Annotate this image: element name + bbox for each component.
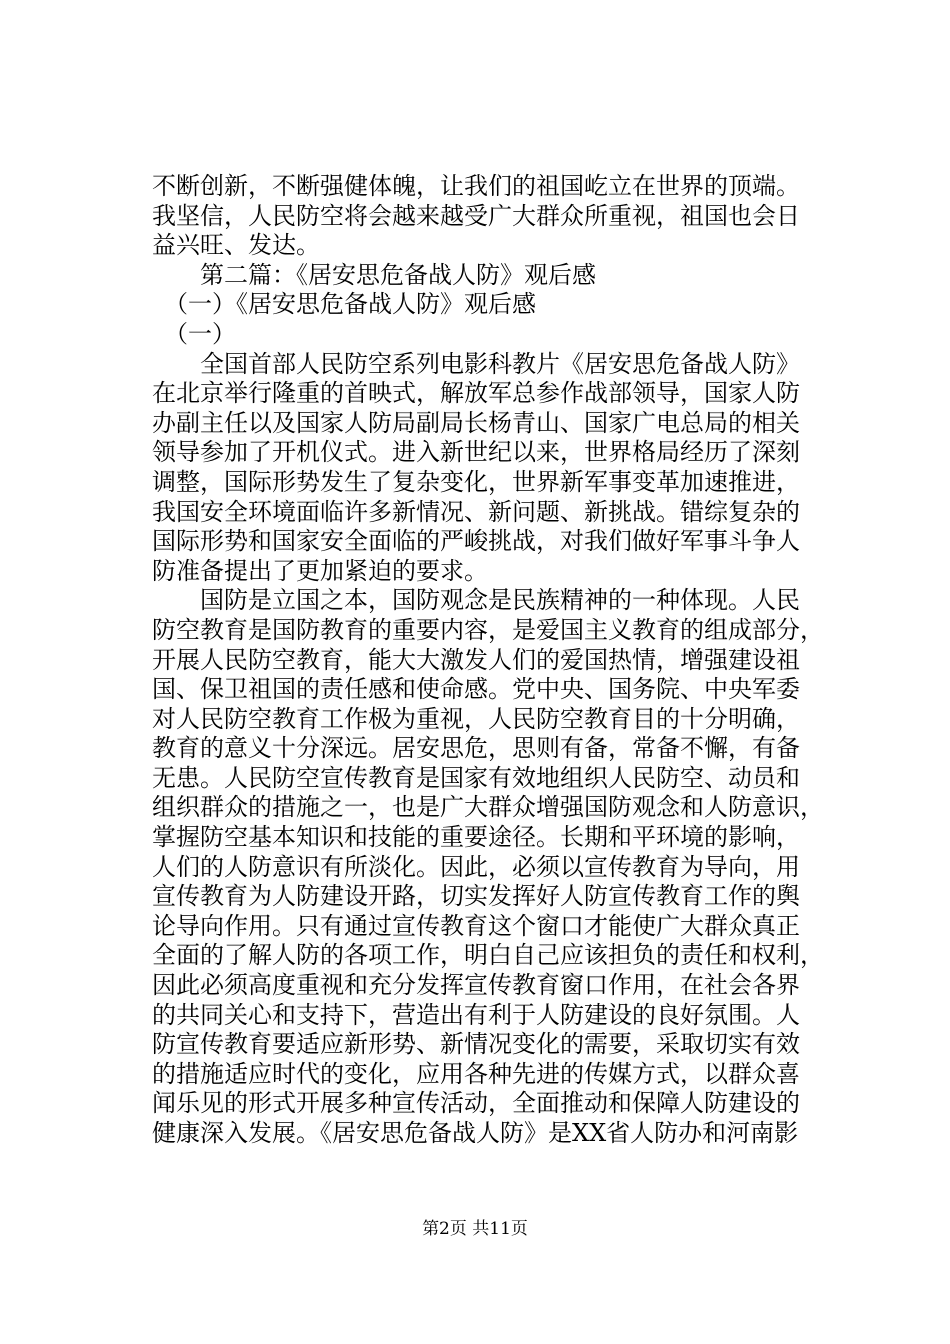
text-line: 我国安全环境面临许多新情况、新问题、新挑战。错综复杂的 <box>152 497 800 526</box>
text-line: 国防是立国之本，国防观念是民族精神的一种体现。人民 <box>152 586 800 615</box>
text-line: 开展人民防空教育，能大大激发人们的爱国热情，增强建设祖 <box>152 645 800 674</box>
body-text <box>152 172 842 1149</box>
text-line: 防准备提出了更加紧迫的要求。 <box>152 556 488 585</box>
text-line: 办副主任以及国家人防局副局长杨青山、国家广电总局的相关 <box>152 408 800 437</box>
text-line: 防宣传教育要适应新形势、新情况变化的需要，采取切实有效 <box>152 1030 800 1059</box>
text-line: 全国首部人民防空系列电影科教片《居安思危备战人防》 <box>152 349 800 378</box>
text-line: 健康深入发展。《居安思危备战人防》是XX省人防办和河南影 <box>152 1119 799 1147</box>
text-line: 无患。人民防空宣传教育是国家有效地组织人民防空、动员和 <box>152 763 800 792</box>
text-line: 因此必须高度重视和充分发挥宣传教育窗口作用，在社会各界 <box>152 971 800 1000</box>
text-line: 对人民防空教育工作极为重视，人民防空教育目的十分明确， <box>152 704 800 733</box>
text-line: 宣传教育为人防建设开路，切实发挥好人防宣传教育工作的舆 <box>152 882 800 911</box>
text-line: 组织群众的措施之一，也是广大群众增强国防观念和人防意识， <box>152 793 824 822</box>
subsection-heading: （一）《居安思危备战人防》观后感 <box>152 290 536 319</box>
subsection-number: （一） <box>152 319 236 348</box>
text-line: 在北京举行隆重的首映式，解放军总参作战部领导，国家人防 <box>152 379 800 408</box>
text-line: 的共同关心和支持下，营造出有利于人防建设的良好氛围。人 <box>152 1000 800 1029</box>
text-line: 全面的了解人防的各项工作，明白自己应该担负的责任和权利， <box>152 941 824 970</box>
text-line: 国、保卫祖国的责任感和使命感。党中央、国务院、中央军委 <box>152 675 800 704</box>
text-line: 掌握防空基本知识和技能的重要途径。长期和平环境的影响， <box>152 823 800 852</box>
text-line: 我坚信，人民防空将会越来越受广大群众所重视，祖国也会日 <box>152 201 800 230</box>
page-footer: 第2页 共11页 <box>422 1219 528 1239</box>
text-line: 人们的人防意识有所淡化。因此，必须以宣传教育为导向，用 <box>152 852 800 881</box>
text-line: 调整，国际形势发生了复杂变化，世界新军事变革加速推进， <box>152 467 800 496</box>
text-line: 不断创新，不断强健体魄，让我们的祖国屹立在世界的顶端。 <box>152 172 800 200</box>
text-line: 的措施适应时代的变化，应用各种先进的传媒方式，以群众喜 <box>152 1059 800 1088</box>
text-line: 教育的意义十分深远。居安思危，思则有备，常备不懈，有备 <box>152 734 800 763</box>
section-heading: 第二篇：《居安思危备战人防》观后感 <box>152 260 596 289</box>
text-line: 益兴旺、发达。 <box>152 231 320 260</box>
text-line: 防空教育是国防教育的重要内容，是爱国主义教育的组成部分， <box>152 615 824 644</box>
text-line: 国际形势和国家安全面临的严峻挑战，对我们做好军事斗争人 <box>152 527 800 556</box>
text-line: 论导向作用。只有通过宣传教育这个窗口才能使广大群众真正 <box>152 911 800 940</box>
text-line: 闻乐见的形式开展多种宣传活动，全面推动和保障人防建设的 <box>152 1089 800 1118</box>
text-line: 领导参加了开机仪式。进入新世纪以来，世界格局经历了深刻 <box>152 438 800 467</box>
